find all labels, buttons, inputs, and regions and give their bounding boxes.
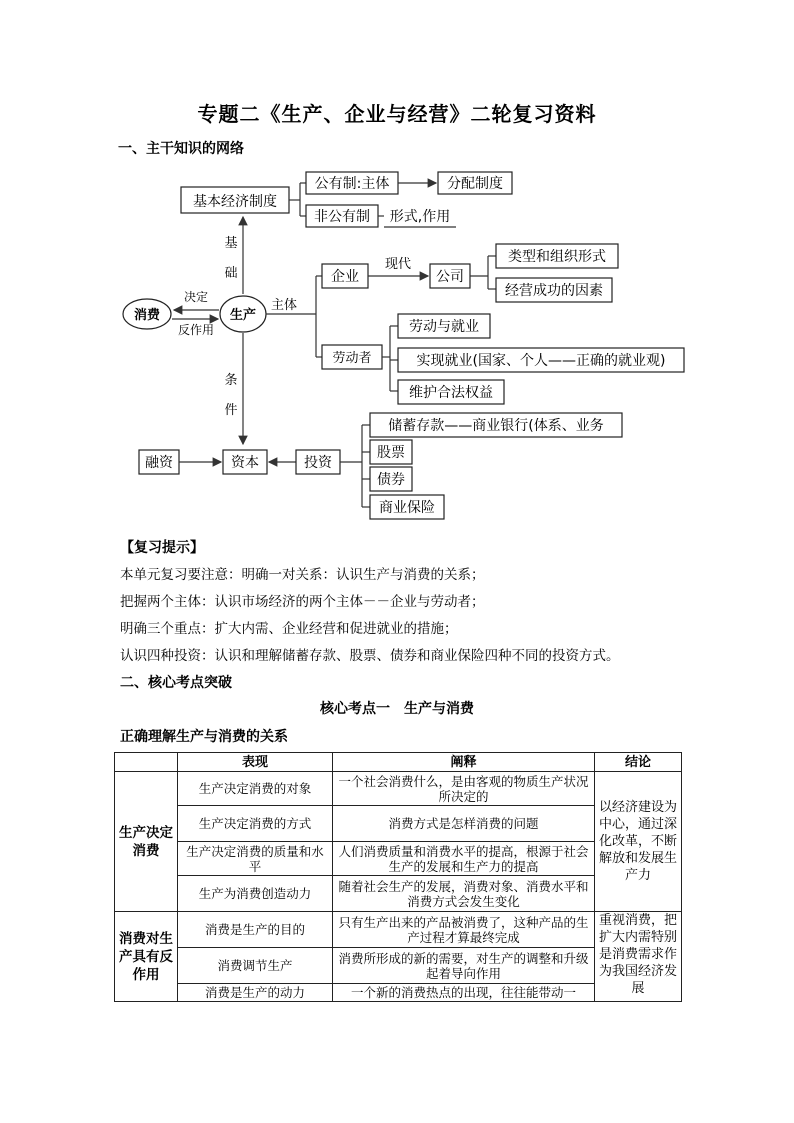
label-basis-2: 础 (224, 266, 238, 281)
node-invest-label: 投资 (304, 455, 332, 471)
section-heading-network: 一、主干知识的网络 (118, 141, 244, 157)
review-line-2: 把握两个主体：认识市场经济的两个主体－－企业与劳动者； (120, 594, 485, 610)
cell-explanation: 一个社会消费什么，是由客观的物质生产状况所决定的 (333, 772, 595, 806)
table-header-manifestation: 表现 (178, 753, 333, 772)
production-consumption-table (114, 752, 682, 1002)
label-basis-1: 基 (224, 236, 238, 251)
node-company-label: 公司 (436, 269, 464, 285)
node-capital-label: 资本 (231, 455, 259, 471)
review-line-4: 认识四种投资：认识和理解储蓄存款、股票、债券和商业保险四种不同的投资方式。 (120, 648, 620, 664)
cell-manifestation: 消费调节生产 (178, 948, 333, 984)
label-modern: 现代 (384, 257, 412, 272)
table-header-explanation: 阐释 (333, 753, 595, 772)
node-savings-label: 储蓄存款——商业银行(体系、业务 (388, 418, 604, 434)
table-header-conclusion: 结论 (595, 753, 682, 772)
node-protect-label: 维护合法权益 (409, 385, 493, 401)
cell-explanation: 消费所形成的新的需要，对生产的调整和升级起着导向作用 (333, 948, 595, 984)
section-heading-core: 二、核心考点突破 (120, 675, 232, 691)
cell-explanation: 消费方式是怎样消费的问题 (333, 806, 595, 842)
node-basic-system-label: 基本经济制度 (193, 194, 277, 210)
group-produce-decides: 生产决定消费 (115, 772, 178, 912)
label-subject: 主体 (270, 298, 298, 313)
node-public-label: 公有制:主体 (314, 176, 390, 192)
node-stocks-label: 股票 (377, 445, 405, 461)
cell-explanation: 人们消费质量和消费水平的提高，根源于社会生产的发展和生产力的提高 (333, 842, 595, 876)
node-workers-label: 劳动者 (332, 351, 372, 366)
cell-manifestation: 消费是生产的目的 (178, 912, 333, 948)
node-bonds-label: 债券 (377, 472, 405, 488)
cell-explanation: 只有生产出来的产品被消费了，这种产品的生产过程才算最终完成 (333, 912, 595, 948)
review-line-3: 明确三个重点：扩大内需、企业经营和促进就业的措施； (120, 621, 458, 637)
table-title: 正确理解生产与消费的关系 (120, 729, 288, 745)
node-produce-label: 生产 (229, 308, 257, 323)
label-decide: 决定 (183, 290, 209, 304)
node-distribution-label: 分配制度 (447, 176, 503, 192)
node-types-label: 类型和组织形式 (508, 249, 606, 265)
node-enterprise-label: 企业 (331, 269, 359, 285)
node-realize-label: 实现就业(国家、个人——正确的就业观) (416, 353, 666, 369)
table-row (115, 912, 682, 948)
node-nonpublic-label: 非公有制 (314, 209, 370, 225)
cell-explanation: 一个新的消费热点的出现，往往能带动一 (333, 984, 595, 1002)
knowledge-network-diagram (0, 160, 794, 560)
review-line-1: 本单元复习要注意：明确一对关系：认识生产与消费的关系； (120, 567, 485, 583)
cell-explanation: 随着社会生产的发展，消费对象、消费水平和消费方式会发生变化 (333, 876, 595, 912)
page-title: 专题二《生产、企业与经营》二轮复习资料 (197, 102, 597, 126)
label-cond-1: 条 (224, 373, 238, 388)
cell-manifestation: 生产决定消费的对象 (178, 772, 333, 806)
cell-manifestation: 生产决定消费的方式 (178, 806, 333, 842)
cell-manifestation: 生产为消费创造动力 (178, 876, 333, 912)
node-consume-label: 消费 (133, 308, 161, 323)
node-forms-label: 形式,作用 (389, 209, 451, 225)
label-cond-2: 件 (224, 403, 238, 418)
node-success-label: 经营成功的因素 (505, 283, 603, 299)
label-react: 反作用 (177, 323, 215, 337)
node-financing-label: 融资 (145, 455, 173, 471)
table-header-blank (115, 753, 178, 772)
node-labor-label: 劳动与就业 (409, 319, 479, 335)
conclusion-1: 以经济建设为中心，通过深化改革，不断解放和发展生产力 (595, 772, 682, 912)
cell-manifestation: 消费是生产的动力 (178, 984, 333, 1002)
core-point-title: 核心考点一 生产与消费 (320, 701, 474, 717)
cell-manifestation: 生产决定消费的质量和水平 (178, 842, 333, 876)
table-row (115, 772, 682, 806)
node-insurance-label: 商业保险 (379, 500, 435, 516)
review-heading: 【复习提示】 (120, 540, 204, 556)
group-consume-reacts: 消费对生产具有反作用 (115, 912, 178, 1002)
conclusion-2: 重视消费，把扩大内需特别是消费需求作为我国经济发展 (595, 912, 682, 1002)
